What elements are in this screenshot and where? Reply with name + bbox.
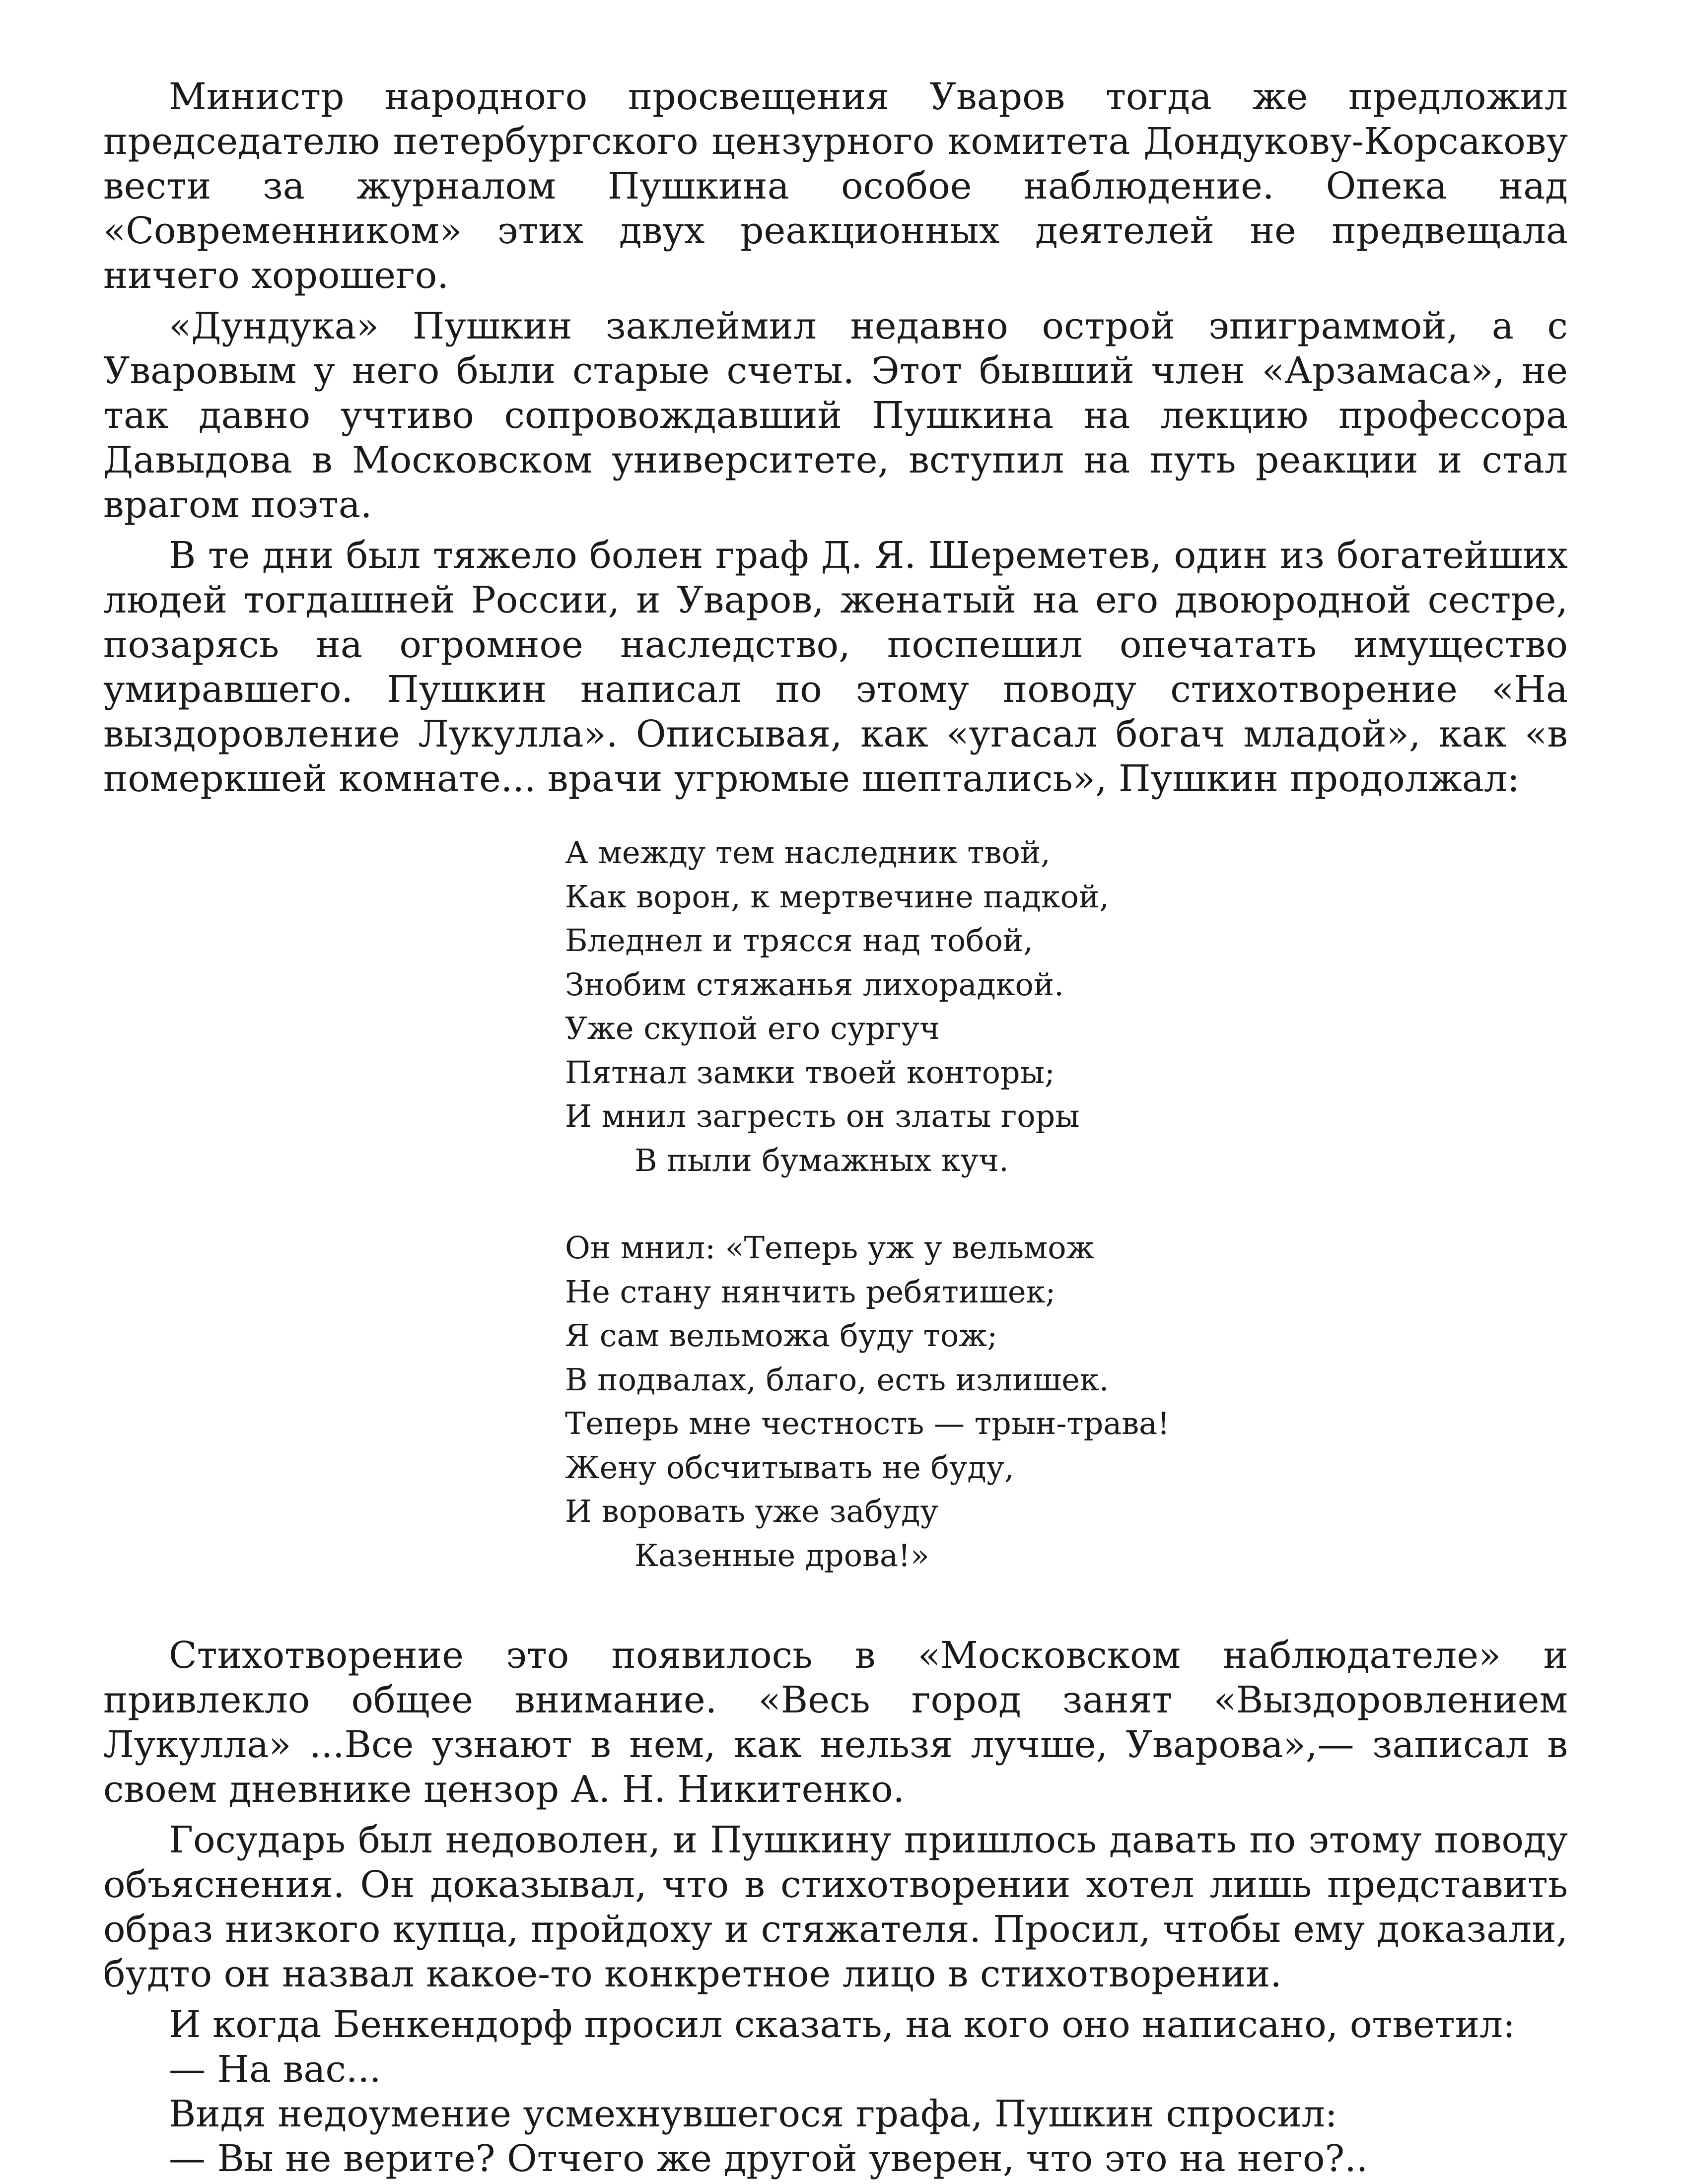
- poem-line: Не стану нянчить ребятишек;: [565, 1273, 1056, 1310]
- dialogue-line: И когда Бенкендорф просил сказать, на кого оно написано, ответил:: [169, 2003, 1515, 2046]
- document-page: [103, 74, 1568, 2181]
- poem-line: Казенные дрова!»: [634, 1537, 929, 1573]
- poem-line: Теперь мне честность — трын-трава!: [565, 1405, 1170, 1441]
- poem-line: И мнил загресть он златы горы: [565, 1098, 1080, 1134]
- poem-line: Как ворон, к мертвечине падкой,: [565, 878, 1109, 915]
- paragraph-dunduk-epigram: «Дундука» Пушкин заклеймил недавно острой эпиграммой, а с Уваровым у него были старые счеты. Этот бывший член «Арзамаса», не так давно учтиво сопровождавший Пушкина на лекцию профессора Давыдова в Московском университете, вступил на путь реакции и стал врагом поэта.: [103, 305, 1568, 526]
- poem-line: Я сам вельможа буду тож;: [565, 1317, 998, 1354]
- poem-line: Бледнел и трясся над тобой,: [565, 922, 1033, 958]
- poem-line: А между тем наследник твой,: [565, 834, 1051, 871]
- poem-line: В пыли бумажных куч.: [634, 1142, 1009, 1178]
- paragraph-moscow-observer: Стихотворение это появилось в «Московском наблюдателе» и привлекло общее внимание. «Весь город занят «Выздоровлением Лукулла» ...Все узнают в нем, как нельзя лучше, Уварова»,— записал в своем дневнике цензор А. Н. Никитенко.: [103, 1634, 1568, 1811]
- dialogue-line: Видя недоумение усмехнувшегося графа, Пушкин спросил:: [169, 2093, 1337, 2135]
- poem-line: И воровать уже забуду: [565, 1493, 938, 1529]
- poem-line: Жену обсчитывать не буду,: [565, 1449, 1014, 1486]
- paragraph-tsar-displeased: Государь был недоволен, и Пушкину пришлось давать по этому поводу объяснения. Он доказывал, что в стихотворении хотел лишь представить образ низкого купца, пройдоху и стяжателя. Просил, чтобы ему доказали, будто он назвал какое-то конкретное лицо в стихотворении.: [103, 1819, 1568, 1995]
- poem-line: Он мнил: «Теперь уж у вельмож: [565, 1229, 1095, 1266]
- dialogue-line: — На вас...: [169, 2048, 381, 2091]
- paragraph-sheremetev-illness: В те дни был тяжело болен граф Д. Я. Шереметев, один из богатейших людей тогдашней России, и Уваров, женатый на его двоюродной сестре, позарясь на огромное наследство, поспешил опечатать имущество умиравшего. Пушкин написал по этому поводу стихотворение «На выздоровление Лукулла». Описывая, как «угасал богач младой», как «в померкшей комнате... врачи угрюмые шептались», Пушкин продолжал:: [103, 534, 1568, 800]
- poem-stanza-1: [565, 831, 1568, 1182]
- poem-line: В подвалах, благо, есть излишек.: [565, 1361, 1109, 1398]
- poem-line: Уже скупой его сургуч: [565, 1010, 940, 1046]
- poem-stanza-2: [565, 1226, 1568, 1577]
- dialogue-line: — Вы не верите? Отчего же другой уверен, что это на него?..: [169, 2137, 1368, 2180]
- poem-lucullus: [565, 831, 1568, 1577]
- paragraph-uvarov-oversight: Министр народного просвещения Уваров тогда же предложил председателю петербургского цензурного комитета Дондукову-Корсакову вести за журналом Пушкина особое наблюдение. Опека над «Современником» этих двух реакционных деятелей не предвещала ничего хорошего.: [103, 75, 1568, 297]
- poem-line: Знобим стяжанья лихорадкой.: [565, 966, 1064, 1003]
- poem-line: Пятнал замки твоей конторы;: [565, 1054, 1055, 1091]
